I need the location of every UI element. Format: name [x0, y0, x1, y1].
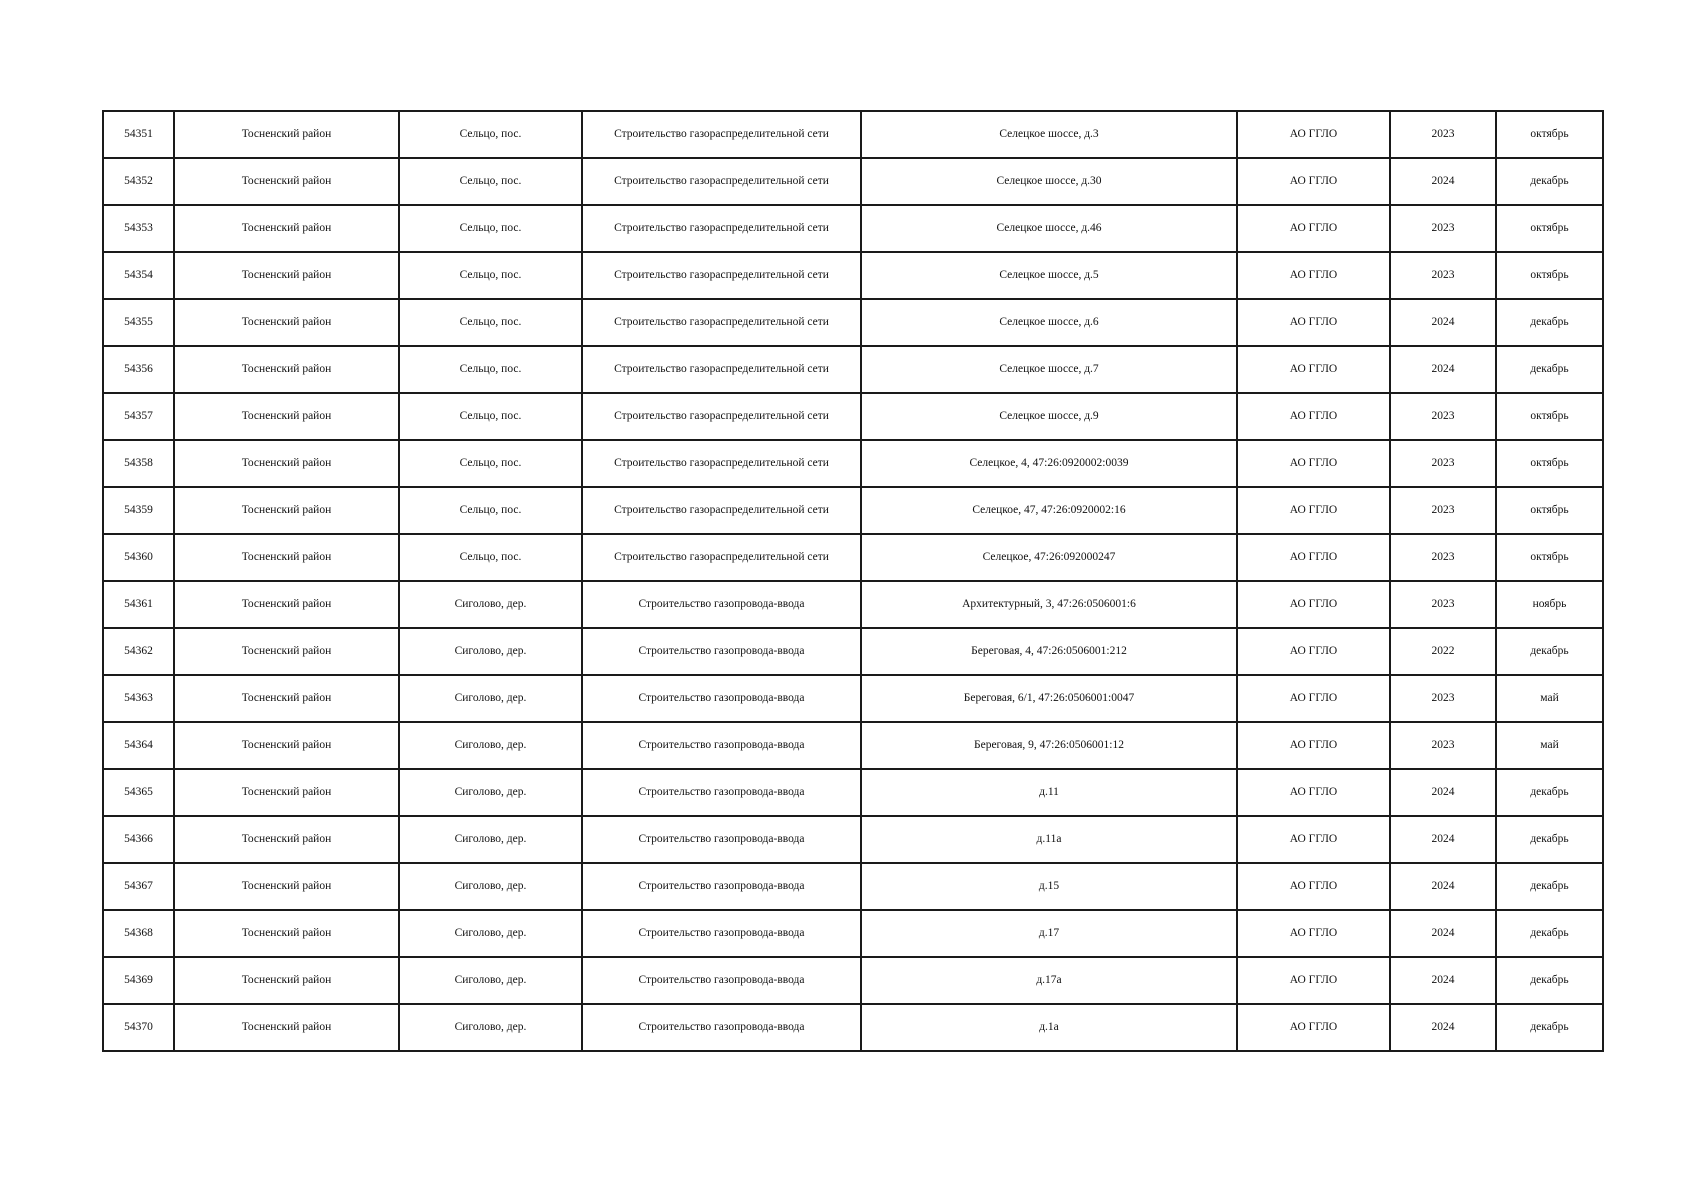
cell-locality: Сиголово, дер. [399, 910, 582, 957]
cell-id: 54358 [103, 440, 174, 487]
cell-month: декабрь [1496, 628, 1603, 675]
cell-year: 2024 [1390, 863, 1496, 910]
table-row [103, 769, 1603, 816]
cell-work-type: Строительство газораспределительной сети [582, 393, 861, 440]
cell-year: 2023 [1390, 252, 1496, 299]
cell-address: Селецкое шоссе, д.3 [861, 111, 1237, 158]
cell-district: Тосненский район [174, 440, 399, 487]
cell-address: д.1а [861, 1004, 1237, 1051]
cell-locality: Сельцо, пос. [399, 346, 582, 393]
cell-work-type: Строительство газопровода-ввода [582, 816, 861, 863]
cell-address: д.17 [861, 910, 1237, 957]
table-row [103, 487, 1603, 534]
cell-organization: АО ГГЛО [1237, 628, 1390, 675]
cell-locality: Сиголово, дер. [399, 628, 582, 675]
cell-district: Тосненский район [174, 158, 399, 205]
cell-district: Тосненский район [174, 628, 399, 675]
cell-year: 2023 [1390, 205, 1496, 252]
cell-address: Селецкое, 4, 47:26:0920002:0039 [861, 440, 1237, 487]
cell-address: Архитектурный, 3, 47:26:0506001:6 [861, 581, 1237, 628]
cell-locality: Сиголово, дер. [399, 863, 582, 910]
cell-district: Тосненский район [174, 111, 399, 158]
cell-work-type: Строительство газораспределительной сети [582, 158, 861, 205]
table-row [103, 205, 1603, 252]
cell-organization: АО ГГЛО [1237, 252, 1390, 299]
cell-year: 2022 [1390, 628, 1496, 675]
cell-id: 54354 [103, 252, 174, 299]
cell-month: май [1496, 722, 1603, 769]
cell-work-type: Строительство газопровода-ввода [582, 675, 861, 722]
cell-id: 54352 [103, 158, 174, 205]
cell-month: декабрь [1496, 910, 1603, 957]
cell-organization: АО ГГЛО [1237, 299, 1390, 346]
table-row [103, 863, 1603, 910]
cell-month: октябрь [1496, 252, 1603, 299]
cell-id: 54363 [103, 675, 174, 722]
cell-organization: АО ГГЛО [1237, 440, 1390, 487]
cell-district: Тосненский район [174, 299, 399, 346]
cell-district: Тосненский район [174, 393, 399, 440]
cell-year: 2023 [1390, 581, 1496, 628]
cell-work-type: Строительство газопровода-ввода [582, 628, 861, 675]
cell-year: 2024 [1390, 769, 1496, 816]
table-row [103, 534, 1603, 581]
table-row [103, 628, 1603, 675]
cell-month: октябрь [1496, 487, 1603, 534]
cell-organization: АО ГГЛО [1237, 581, 1390, 628]
cell-locality: Сельцо, пос. [399, 487, 582, 534]
cell-id: 54351 [103, 111, 174, 158]
cell-locality: Сельцо, пос. [399, 111, 582, 158]
cell-year: 2023 [1390, 440, 1496, 487]
table-row [103, 299, 1603, 346]
cell-work-type: Строительство газораспределительной сети [582, 252, 861, 299]
cell-id: 54368 [103, 910, 174, 957]
cell-work-type: Строительство газораспределительной сети [582, 487, 861, 534]
cell-address: д.11а [861, 816, 1237, 863]
cell-locality: Сиголово, дер. [399, 581, 582, 628]
cell-year: 2024 [1390, 299, 1496, 346]
cell-locality: Сельцо, пос. [399, 205, 582, 252]
cell-address: Селецкое шоссе, д.30 [861, 158, 1237, 205]
cell-year: 2024 [1390, 158, 1496, 205]
cell-id: 54367 [103, 863, 174, 910]
cell-work-type: Строительство газораспределительной сети [582, 346, 861, 393]
cell-work-type: Строительство газораспределительной сети [582, 534, 861, 581]
cell-work-type: Строительство газопровода-ввода [582, 769, 861, 816]
table-row [103, 957, 1603, 1004]
table-row [103, 816, 1603, 863]
table-row [103, 440, 1603, 487]
cell-district: Тосненский район [174, 769, 399, 816]
cell-year: 2023 [1390, 393, 1496, 440]
cell-address: Селецкое, 47, 47:26:0920002:16 [861, 487, 1237, 534]
cell-work-type: Строительство газораспределительной сети [582, 111, 861, 158]
cell-month: декабрь [1496, 769, 1603, 816]
cell-organization: АО ГГЛО [1237, 487, 1390, 534]
cell-work-type: Строительство газопровода-ввода [582, 1004, 861, 1051]
cell-month: декабрь [1496, 816, 1603, 863]
cell-month: декабрь [1496, 957, 1603, 1004]
cell-district: Тосненский район [174, 487, 399, 534]
cell-year: 2024 [1390, 1004, 1496, 1051]
cell-address: Селецкое, 47:26:092000247 [861, 534, 1237, 581]
cell-month: октябрь [1496, 205, 1603, 252]
cell-organization: АО ГГЛО [1237, 957, 1390, 1004]
cell-address: Селецкое шоссе, д.6 [861, 299, 1237, 346]
table-body [103, 111, 1603, 1051]
cell-year: 2024 [1390, 957, 1496, 1004]
cell-month: октябрь [1496, 440, 1603, 487]
cell-id: 54355 [103, 299, 174, 346]
cell-id: 54364 [103, 722, 174, 769]
cell-address: Селецкое шоссе, д.5 [861, 252, 1237, 299]
cell-locality: Сиголово, дер. [399, 1004, 582, 1051]
cell-address: Береговая, 4, 47:26:0506001:212 [861, 628, 1237, 675]
cell-id: 54362 [103, 628, 174, 675]
cell-locality: Сельцо, пос. [399, 440, 582, 487]
cell-organization: АО ГГЛО [1237, 1004, 1390, 1051]
table-row [103, 581, 1603, 628]
cell-id: 54360 [103, 534, 174, 581]
cell-locality: Сельцо, пос. [399, 299, 582, 346]
cell-month: декабрь [1496, 346, 1603, 393]
cell-organization: АО ГГЛО [1237, 816, 1390, 863]
cell-district: Тосненский район [174, 863, 399, 910]
cell-district: Тосненский район [174, 675, 399, 722]
cell-organization: АО ГГЛО [1237, 769, 1390, 816]
cell-organization: АО ГГЛО [1237, 910, 1390, 957]
cell-district: Тосненский район [174, 534, 399, 581]
cell-address: Береговая, 6/1, 47:26:0506001:0047 [861, 675, 1237, 722]
cell-district: Тосненский район [174, 1004, 399, 1051]
cell-organization: АО ГГЛО [1237, 863, 1390, 910]
cell-address: Береговая, 9, 47:26:0506001:12 [861, 722, 1237, 769]
cell-work-type: Строительство газораспределительной сети [582, 440, 861, 487]
cell-month: декабрь [1496, 1004, 1603, 1051]
cell-organization: АО ГГЛО [1237, 346, 1390, 393]
cell-month: декабрь [1496, 863, 1603, 910]
cell-year: 2023 [1390, 722, 1496, 769]
cell-id: 54359 [103, 487, 174, 534]
cell-work-type: Строительство газопровода-ввода [582, 957, 861, 1004]
cell-district: Тосненский район [174, 957, 399, 1004]
cell-address: д.11 [861, 769, 1237, 816]
cell-month: май [1496, 675, 1603, 722]
cell-locality: Сиголово, дер. [399, 722, 582, 769]
cell-year: 2023 [1390, 675, 1496, 722]
cell-locality: Сиголово, дер. [399, 816, 582, 863]
cell-id: 54357 [103, 393, 174, 440]
cell-organization: АО ГГЛО [1237, 205, 1390, 252]
cell-organization: АО ГГЛО [1237, 722, 1390, 769]
cell-district: Тосненский район [174, 722, 399, 769]
cell-work-type: Строительство газопровода-ввода [582, 581, 861, 628]
cell-work-type: Строительство газораспределительной сети [582, 299, 861, 346]
table-row [103, 1004, 1603, 1051]
cell-district: Тосненский район [174, 252, 399, 299]
table-row [103, 675, 1603, 722]
cell-id: 54365 [103, 769, 174, 816]
cell-work-type: Строительство газопровода-ввода [582, 910, 861, 957]
cell-year: 2024 [1390, 910, 1496, 957]
cell-address: Селецкое шоссе, д.7 [861, 346, 1237, 393]
cell-month: декабрь [1496, 158, 1603, 205]
cell-locality: Сельцо, пос. [399, 534, 582, 581]
table-row [103, 252, 1603, 299]
cell-district: Тосненский район [174, 346, 399, 393]
cell-organization: АО ГГЛО [1237, 534, 1390, 581]
cell-year: 2024 [1390, 346, 1496, 393]
cell-year: 2023 [1390, 534, 1496, 581]
cell-work-type: Строительство газораспределительной сети [582, 205, 861, 252]
cell-address: д.15 [861, 863, 1237, 910]
cell-locality: Сельцо, пос. [399, 393, 582, 440]
table-row [103, 158, 1603, 205]
cell-id: 54353 [103, 205, 174, 252]
table-row [103, 722, 1603, 769]
cell-month: ноябрь [1496, 581, 1603, 628]
cell-month: октябрь [1496, 393, 1603, 440]
gas-works-table [102, 110, 1604, 1052]
cell-year: 2024 [1390, 816, 1496, 863]
cell-locality: Сельцо, пос. [399, 158, 582, 205]
cell-locality: Сельцо, пос. [399, 252, 582, 299]
cell-district: Тосненский район [174, 816, 399, 863]
cell-year: 2023 [1390, 111, 1496, 158]
cell-locality: Сиголово, дер. [399, 769, 582, 816]
cell-address: Селецкое шоссе, д.9 [861, 393, 1237, 440]
cell-organization: АО ГГЛО [1237, 675, 1390, 722]
cell-work-type: Строительство газопровода-ввода [582, 722, 861, 769]
cell-month: декабрь [1496, 299, 1603, 346]
cell-district: Тосненский район [174, 205, 399, 252]
cell-locality: Сиголово, дер. [399, 675, 582, 722]
cell-district: Тосненский район [174, 910, 399, 957]
cell-organization: АО ГГЛО [1237, 393, 1390, 440]
cell-organization: АО ГГЛО [1237, 111, 1390, 158]
table-row [103, 346, 1603, 393]
cell-month: октябрь [1496, 111, 1603, 158]
cell-id: 54370 [103, 1004, 174, 1051]
cell-id: 54369 [103, 957, 174, 1004]
cell-address: Селецкое шоссе, д.46 [861, 205, 1237, 252]
table-row [103, 393, 1603, 440]
cell-organization: АО ГГЛО [1237, 158, 1390, 205]
cell-address: д.17а [861, 957, 1237, 1004]
cell-district: Тосненский район [174, 581, 399, 628]
cell-id: 54356 [103, 346, 174, 393]
cell-id: 54366 [103, 816, 174, 863]
cell-work-type: Строительство газопровода-ввода [582, 863, 861, 910]
cell-locality: Сиголово, дер. [399, 957, 582, 1004]
cell-month: октябрь [1496, 534, 1603, 581]
table-row [103, 111, 1603, 158]
cell-id: 54361 [103, 581, 174, 628]
table-row [103, 910, 1603, 957]
cell-year: 2023 [1390, 487, 1496, 534]
